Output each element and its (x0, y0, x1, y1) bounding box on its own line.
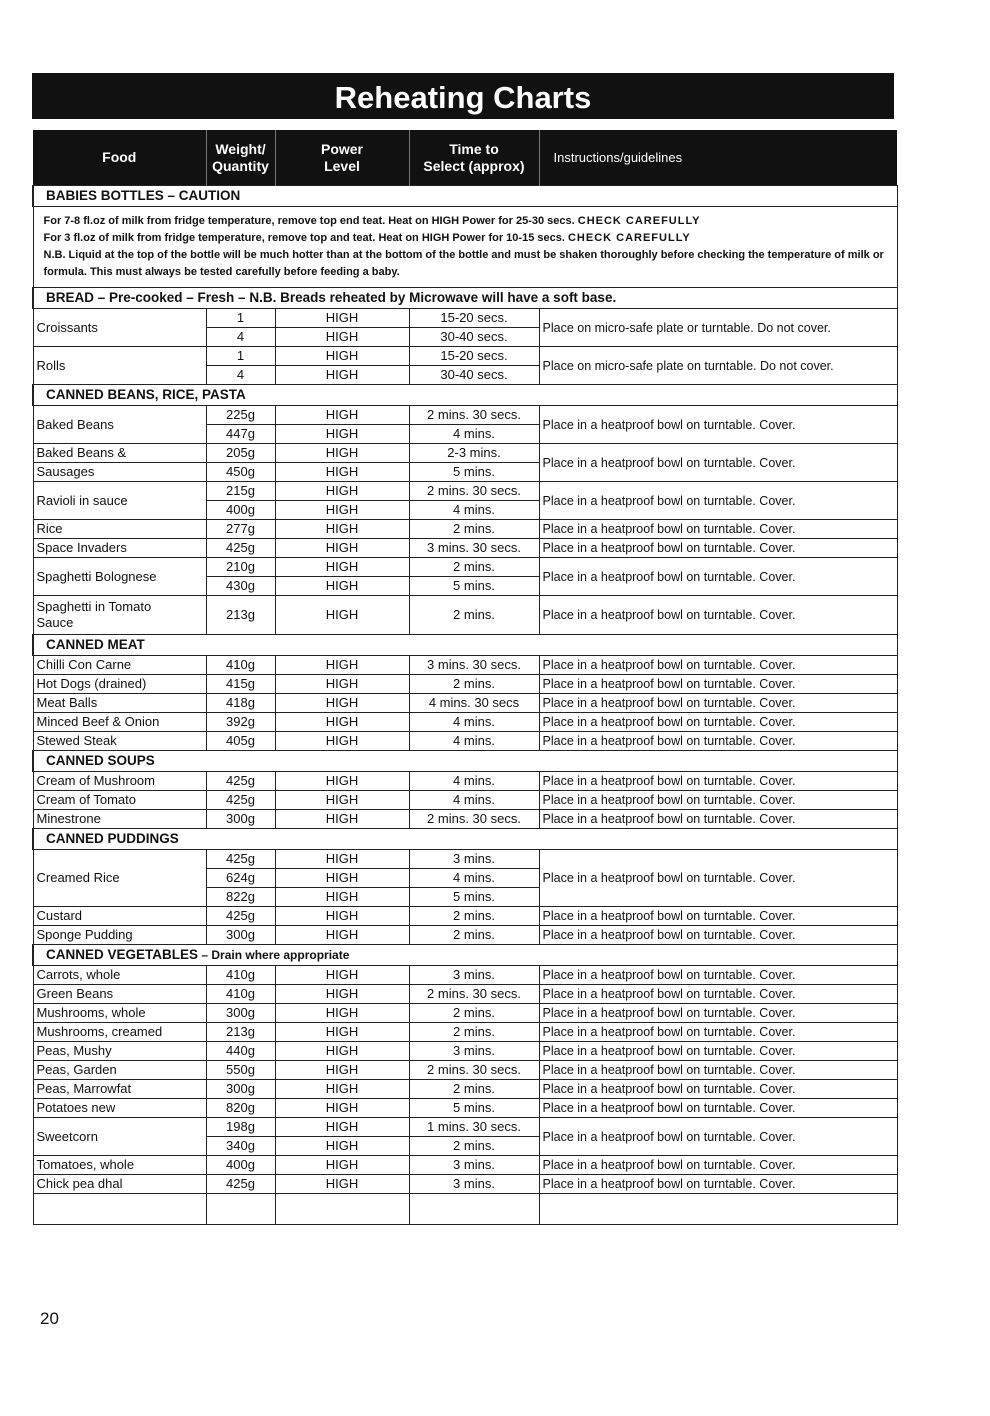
instruction: Place on micro-safe plate or turntable. Do not cover. (539, 309, 897, 347)
weight: 210g (206, 558, 275, 577)
time: 3 mins. (409, 850, 539, 869)
food-name: Green Beans (33, 985, 206, 1004)
weight: 425g (206, 850, 275, 869)
instruction: Place in a heatproof bowl on turntable. Cover. (539, 1042, 897, 1061)
instruction: Place in a heatproof bowl on turntable. Cover. (539, 1156, 897, 1175)
table-row (33, 675, 897, 694)
section-title: CANNED MEAT (33, 635, 897, 656)
section-title: CANNED PUDDINGS (33, 829, 897, 850)
section-header-babies (33, 186, 897, 207)
power: HIGH (275, 694, 409, 713)
power: HIGH (275, 577, 409, 596)
empty-cell (275, 1194, 409, 1225)
food-name (33, 596, 206, 635)
time: 3 mins. (409, 1042, 539, 1061)
section-title: CANNED SOUPS (33, 751, 897, 772)
food-name: Tomatoes, whole (33, 1156, 206, 1175)
check-carefully-2: CHECK CAREFULLY (567, 232, 691, 244)
power: HIGH (275, 1099, 409, 1118)
weight: 1 (206, 309, 275, 328)
table-row (33, 406, 897, 425)
time: 2 mins. (409, 1023, 539, 1042)
power: HIGH (275, 406, 409, 425)
instruction: Place in a heatproof bowl on turntable. Cover. (539, 791, 897, 810)
weight: 215g (206, 482, 275, 501)
time: 4 mins. 30 secs (409, 694, 539, 713)
table-row (33, 694, 897, 713)
instruction: Place on micro-safe plate on turntable. Do not cover. (539, 347, 897, 385)
caution-text (33, 207, 897, 288)
time: 2 mins. (409, 520, 539, 539)
page-title: Reheating Charts (32, 73, 894, 119)
time: 2-3 mins. (409, 444, 539, 463)
food-name: Creamed Rice (33, 850, 206, 907)
weight: 300g (206, 1004, 275, 1023)
section-header-canned-beans (33, 385, 897, 406)
weight: 198g (206, 1118, 275, 1137)
food-name: Baked Beans & (33, 444, 206, 463)
time: 2 mins. (409, 675, 539, 694)
time: 2 mins. (409, 1004, 539, 1023)
instruction: Place in a heatproof bowl on turntable. Cover. (539, 907, 897, 926)
time: 3 mins. (409, 1156, 539, 1175)
weight: 425g (206, 791, 275, 810)
col-header-food: Food (33, 130, 206, 186)
power: HIGH (275, 1042, 409, 1061)
food-name-line2: Sauce (36, 615, 74, 630)
weight: 822g (206, 888, 275, 907)
section-header-canned-vegetables (33, 945, 897, 966)
instruction: Place in a heatproof bowl on turntable. Cover. (539, 656, 897, 675)
table-row (33, 520, 897, 539)
instruction: Place in a heatproof bowl on turntable. Cover. (539, 966, 897, 985)
power: HIGH (275, 539, 409, 558)
weight: 820g (206, 1099, 275, 1118)
table-row (33, 732, 897, 751)
empty-cell (409, 1194, 539, 1225)
instruction: Place in a heatproof bowl on turntable. Cover. (539, 520, 897, 539)
food-name: Meat Balls (33, 694, 206, 713)
time: 3 mins. (409, 1175, 539, 1194)
power: HIGH (275, 1023, 409, 1042)
caution-line-2-text: For 3 fl.oz of milk from fridge temperature, remove top and teat. Heat on HIGH Power for 10-15 secs. (43, 232, 565, 244)
empty-cell (539, 1194, 897, 1225)
reheating-chart-table (32, 130, 898, 1225)
weight: 425g (206, 907, 275, 926)
food-name: Spaghetti Bolognese (33, 558, 206, 596)
weight: 405g (206, 732, 275, 751)
time: 4 mins. (409, 791, 539, 810)
time: 2 mins. (409, 907, 539, 926)
food-name: Baked Beans (33, 406, 206, 444)
time: 4 mins. (409, 869, 539, 888)
weight: 1 (206, 347, 275, 366)
caution-line-3: N.B. Liquid at the top of the bottle will be much hotter than at the bottom of the bottle and must be shaken thoroughly before checking the temperature of milk or formula. This must always be tested carefully before feeding a baby. (43, 249, 884, 278)
time: 2 mins. (409, 558, 539, 577)
weight: 410g (206, 656, 275, 675)
table-row (33, 596, 897, 635)
section-header-canned-puddings (33, 829, 897, 850)
col-header-weight (206, 130, 275, 186)
col-header-power (275, 130, 409, 186)
power: HIGH (275, 501, 409, 520)
empty-cell (206, 1194, 275, 1225)
time: 4 mins. (409, 713, 539, 732)
power: HIGH (275, 366, 409, 385)
time: 15-20 secs. (409, 347, 539, 366)
power: HIGH (275, 1061, 409, 1080)
caution-block (33, 207, 897, 288)
table-row (33, 926, 897, 945)
food-name: Mushrooms, whole (33, 1004, 206, 1023)
instruction: Place in a heatproof bowl on turntable. Cover. (539, 406, 897, 444)
weight: 400g (206, 501, 275, 520)
instruction: Place in a heatproof bowl on turntable. Cover. (539, 539, 897, 558)
power: HIGH (275, 444, 409, 463)
col-header-weight-line1: Weight/ (215, 140, 266, 157)
instruction: Place in a heatproof bowl on turntable. Cover. (539, 1004, 897, 1023)
weight: 447g (206, 425, 275, 444)
food-name: Ravioli in sauce (33, 482, 206, 520)
col-header-time-line1: Time to (449, 140, 499, 157)
weight: 450g (206, 463, 275, 482)
power: HIGH (275, 1118, 409, 1137)
weight: 410g (206, 966, 275, 985)
section-header-canned-soups (33, 751, 897, 772)
table-row (33, 1080, 897, 1099)
instruction: Place in a heatproof bowl on turntable. Cover. (539, 1118, 897, 1156)
table-row (33, 985, 897, 1004)
weight: 430g (206, 577, 275, 596)
table-row (33, 539, 897, 558)
table-row (33, 444, 897, 463)
power: HIGH (275, 309, 409, 328)
table-row (33, 1118, 897, 1137)
weight: 418g (206, 694, 275, 713)
time: 4 mins. (409, 772, 539, 791)
weight: 425g (206, 539, 275, 558)
food-name: Croissants (33, 309, 206, 347)
time: 2 mins. 30 secs. (409, 1061, 539, 1080)
food-name: Space Invaders (33, 539, 206, 558)
time: 3 mins. (409, 966, 539, 985)
power: HIGH (275, 907, 409, 926)
instruction: Place in a heatproof bowl on turntable. Cover. (539, 444, 897, 482)
col-header-time-line2: Select (approx) (423, 157, 525, 174)
power: HIGH (275, 1004, 409, 1023)
time: 3 mins. 30 secs. (409, 539, 539, 558)
table-row (33, 791, 897, 810)
instruction: Place in a heatproof bowl on turntable. Cover. (539, 482, 897, 520)
food-name: Mushrooms, creamed (33, 1023, 206, 1042)
table-row (33, 1175, 897, 1194)
time: 5 mins. (409, 888, 539, 907)
weight: 392g (206, 713, 275, 732)
caution-line-1-text: For 7-8 fl.oz of milk from fridge temperature, remove top end teat. Heat on HIGH Power for 25-30 secs. (43, 215, 575, 227)
power: HIGH (275, 1137, 409, 1156)
instruction: Place in a heatproof bowl on turntable. Cover. (539, 558, 897, 596)
weight: 213g (206, 1023, 275, 1042)
col-header-weight-line2: Quantity (212, 157, 269, 174)
instruction: Place in a heatproof bowl on turntable. Cover. (539, 810, 897, 829)
power: HIGH (275, 869, 409, 888)
food-name: Sweetcorn (33, 1118, 206, 1156)
table-row (33, 1023, 897, 1042)
weight: 213g (206, 596, 275, 635)
power: HIGH (275, 888, 409, 907)
time: 2 mins. (409, 596, 539, 635)
section-header-canned-meat (33, 635, 897, 656)
weight: 205g (206, 444, 275, 463)
col-header-instructions: Instructions/guidelines (539, 130, 897, 186)
table-row (33, 966, 897, 985)
power: HIGH (275, 1080, 409, 1099)
power: HIGH (275, 926, 409, 945)
power: HIGH (275, 482, 409, 501)
table-row-empty (33, 1194, 897, 1225)
weight: 410g (206, 985, 275, 1004)
time: 4 mins. (409, 732, 539, 751)
weight: 225g (206, 406, 275, 425)
food-name: Minced Beef & Onion (33, 713, 206, 732)
section-title: BABIES BOTTLES – CAUTION (33, 186, 897, 207)
col-header-power-line2: Level (324, 157, 360, 174)
table-header-row (33, 130, 897, 186)
food-name: Hot Dogs (drained) (33, 675, 206, 694)
time: 2 mins. 30 secs. (409, 810, 539, 829)
empty-cell (33, 1194, 206, 1225)
table-row (33, 1099, 897, 1118)
time: 5 mins. (409, 1099, 539, 1118)
table-row (33, 347, 897, 366)
food-name: Chick pea dhal (33, 1175, 206, 1194)
time: 2 mins. 30 secs. (409, 406, 539, 425)
table-row (33, 1156, 897, 1175)
power: HIGH (275, 850, 409, 869)
weight: 415g (206, 675, 275, 694)
power: HIGH (275, 425, 409, 444)
section-title-sub: – Drain where appropriate (198, 948, 350, 962)
instruction: Place in a heatproof bowl on turntable. Cover. (539, 772, 897, 791)
food-name-cont: Sausages (33, 463, 206, 482)
food-name: Minestrone (33, 810, 206, 829)
instruction: Place in a heatproof bowl on turntable. Cover. (539, 713, 897, 732)
section-title: BREAD – Pre-cooked – Fresh – N.B. Breads reheated by Microwave will have a soft base. (33, 288, 897, 309)
table-row (33, 907, 897, 926)
time: 5 mins. (409, 463, 539, 482)
weight: 4 (206, 328, 275, 347)
food-name: Potatoes new (33, 1099, 206, 1118)
instruction: Place in a heatproof bowl on turntable. Cover. (539, 985, 897, 1004)
weight: 300g (206, 810, 275, 829)
time: 30-40 secs. (409, 328, 539, 347)
instruction: Place in a heatproof bowl on turntable. Cover. (539, 675, 897, 694)
table-row (33, 1061, 897, 1080)
instruction: Place in a heatproof bowl on turntable. Cover. (539, 850, 897, 907)
food-name: Stewed Steak (33, 732, 206, 751)
time: 4 mins. (409, 501, 539, 520)
caution-line-1 (44, 213, 889, 230)
section-header-bread (33, 288, 897, 309)
power: HIGH (275, 328, 409, 347)
weight: 550g (206, 1061, 275, 1080)
food-name: Peas, Marrowfat (33, 1080, 206, 1099)
instruction: Place in a heatproof bowl on turntable. Cover. (539, 1023, 897, 1042)
food-name: Rice (33, 520, 206, 539)
power: HIGH (275, 675, 409, 694)
time: 2 mins. (409, 926, 539, 945)
time: 2 mins. 30 secs. (409, 482, 539, 501)
weight: 425g (206, 1175, 275, 1194)
food-name: Rolls (33, 347, 206, 385)
section-title: CANNED BEANS, RICE, PASTA (33, 385, 897, 406)
table-row (33, 558, 897, 577)
power: HIGH (275, 985, 409, 1004)
table-row (33, 810, 897, 829)
weight: 400g (206, 1156, 275, 1175)
power: HIGH (275, 596, 409, 635)
food-name: Cream of Tomato (33, 791, 206, 810)
food-name: Cream of Mushroom (33, 772, 206, 791)
food-name: Chilli Con Carne (33, 656, 206, 675)
power: HIGH (275, 656, 409, 675)
time: 4 mins. (409, 425, 539, 444)
food-name: Carrots, whole (33, 966, 206, 985)
food-name: Custard (33, 907, 206, 926)
time: 2 mins. 30 secs. (409, 985, 539, 1004)
time: 30-40 secs. (409, 366, 539, 385)
time: 2 mins. (409, 1137, 539, 1156)
table-row (33, 1004, 897, 1023)
power: HIGH (275, 1156, 409, 1175)
weight: 300g (206, 1080, 275, 1099)
power: HIGH (275, 463, 409, 482)
food-name: Sponge Pudding (33, 926, 206, 945)
power: HIGH (275, 520, 409, 539)
caution-line-2 (44, 230, 889, 247)
weight: 4 (206, 366, 275, 385)
power: HIGH (275, 791, 409, 810)
table-row (33, 309, 897, 328)
power: HIGH (275, 558, 409, 577)
weight: 425g (206, 772, 275, 791)
power: HIGH (275, 732, 409, 751)
power: HIGH (275, 810, 409, 829)
instruction: Place in a heatproof bowl on turntable. Cover. (539, 694, 897, 713)
time: 2 mins. (409, 1080, 539, 1099)
time: 3 mins. 30 secs. (409, 656, 539, 675)
col-header-time (409, 130, 539, 186)
weight: 300g (206, 926, 275, 945)
instruction: Place in a heatproof bowl on turntable. Cover. (539, 732, 897, 751)
instruction: Place in a heatproof bowl on turntable. Cover. (539, 1080, 897, 1099)
table-row (33, 713, 897, 732)
food-name: Peas, Mushy (33, 1042, 206, 1061)
time: 1 mins. 30 secs. (409, 1118, 539, 1137)
power: HIGH (275, 772, 409, 791)
food-name: Peas, Garden (33, 1061, 206, 1080)
instruction: Place in a heatproof bowl on turntable. Cover. (539, 1061, 897, 1080)
food-name-line1: Spaghetti in Tomato (36, 599, 152, 614)
instruction: Place in a heatproof bowl on turntable. Cover. (539, 926, 897, 945)
weight: 340g (206, 1137, 275, 1156)
power: HIGH (275, 347, 409, 366)
check-carefully-1: CHECK CAREFULLY (577, 215, 701, 227)
time: 15-20 secs. (409, 309, 539, 328)
table-row (33, 656, 897, 675)
weight: 277g (206, 520, 275, 539)
col-header-power-line1: Power (320, 140, 363, 157)
instruction: Place in a heatproof bowl on turntable. Cover. (539, 596, 897, 635)
power: HIGH (275, 1175, 409, 1194)
power: HIGH (275, 713, 409, 732)
instruction: Place in a heatproof bowl on turntable. Cover. (539, 1175, 897, 1194)
table-row (33, 482, 897, 501)
power: HIGH (275, 966, 409, 985)
weight: 624g (206, 869, 275, 888)
page-number: 20 (40, 1309, 59, 1328)
section-title-main: CANNED VEGETABLES (46, 947, 199, 962)
time: 5 mins. (409, 577, 539, 596)
table-row (33, 772, 897, 791)
weight: 440g (206, 1042, 275, 1061)
section-title (33, 945, 897, 966)
instruction: Place in a heatproof bowl on turntable. Cover. (539, 1099, 897, 1118)
table-row (33, 1042, 897, 1061)
table-row (33, 850, 897, 869)
